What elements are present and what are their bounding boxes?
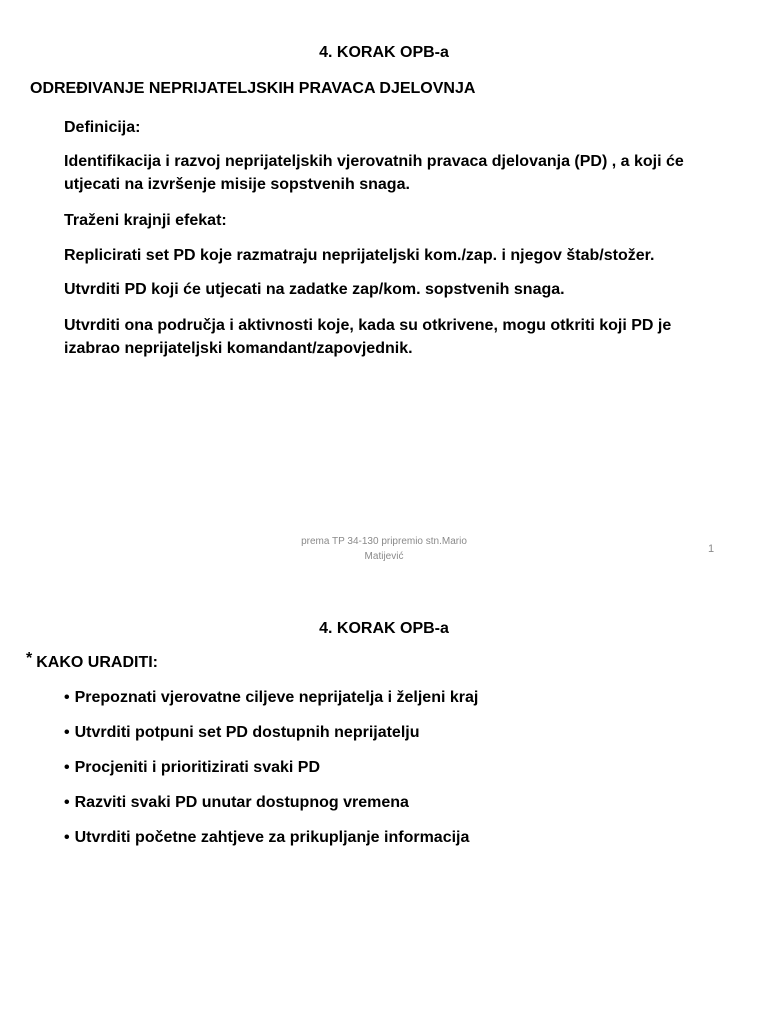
how-to-heading [26, 650, 158, 672]
end-state-item-3: Utvrditi ona područja i aktivnosti koje, kada su otkrivene, mogu otkriti koji PD je izabrao neprijateljski komandant/zapovjednik. [64, 317, 672, 357]
section-heading: ODREĐIVANJE NEPRIJATELJSKIH PRAVACA DJELOVNJA [30, 80, 476, 97]
footer-line-1: prema TP 34-130 pripremio stn.Mario [301, 536, 467, 547]
slide-title: 4. KORAK OPB-a [319, 44, 449, 61]
end-state-item-1: Replicirati set PD koje razmatraju neprijateljski kom./zap. i njegov štab/stožer. [64, 247, 655, 264]
list-item: • Razviti svaki PD unutar dostupnog vremena [64, 794, 409, 811]
slide-2 [0, 580, 768, 1024]
bullet-icon: • [64, 724, 70, 741]
bullet-icon: • [64, 794, 70, 811]
slide-title: 4. KORAK OPB-a [319, 620, 449, 637]
bullet-icon: • [64, 759, 70, 776]
bullet-icon: • [64, 829, 70, 846]
end-state-label: Traženi krajnji efekat: [64, 212, 227, 229]
slide-footer [250, 534, 518, 564]
list-item: • Prepoznati vjerovatne ciljeve neprijatelja i željeni kraj [64, 689, 479, 706]
definition-label: Definicija: [64, 119, 141, 136]
page-number: 1 [708, 543, 715, 555]
end-state-item-2: Utvrditi PD koji će utjecati na zadatke zap/kom. sopstvenih snaga. [64, 281, 565, 298]
how-to-label: KAKO URADITI: [36, 654, 158, 671]
footer-line-2: Matijević [364, 551, 404, 562]
bullet-icon: • [64, 689, 70, 706]
list-item: • Procjeniti i prioritizirati svaki PD [64, 759, 321, 776]
how-to-list [64, 688, 478, 863]
definition-text: Identifikacija i razvoj neprijateljskih vjerovatnih pravaca djelovanja (PD) , a koji će utjecati na izvršenje misije sopstvenih snaga. [64, 153, 684, 193]
list-item: • Utvrditi početne zahtjeve za prikupljanje informacija [64, 829, 470, 846]
asterisk-marker: * [26, 650, 33, 667]
list-item: • Utvrditi potpuni set PD dostupnih neprijatelju [64, 724, 420, 741]
